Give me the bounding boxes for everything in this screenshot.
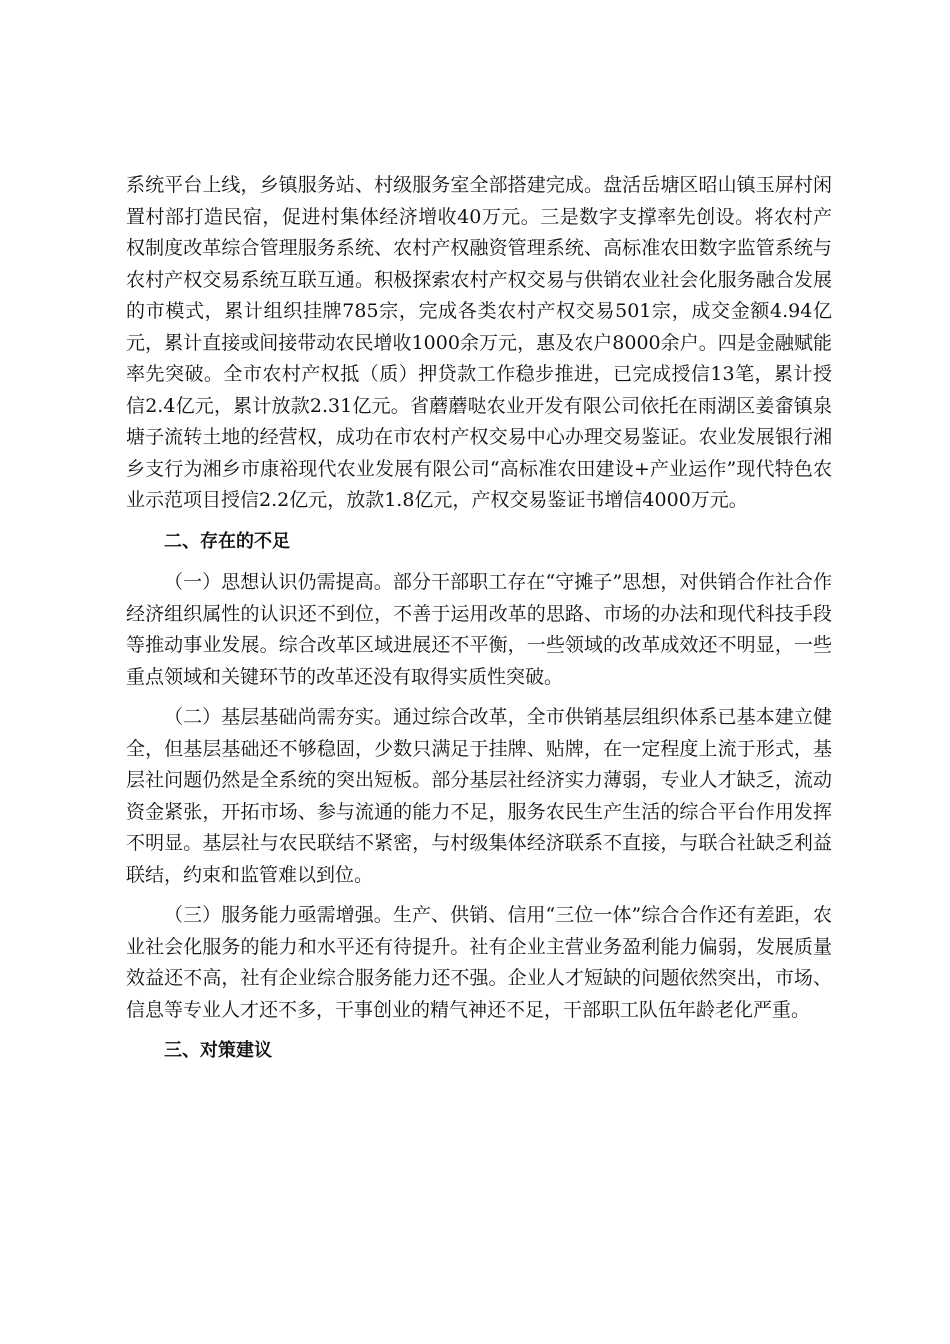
paragraph-continuation: 系统平台上线，乡镇服务站、村级服务室全部搭建完成。盘活岳塘区昭山镇玉屏村闲置村部打造民宿，促进村集体经济增收40万元。三是数字支撑率先创设。将农村产权制度改革综合管理服务系统、农村产权融资管理系统、高标准农田数字监管系统与农村产权交易系统互联互通。积极探索农村产权交易与供销农业社会化服务融合发展的市模式，累计组织挂牌785宗，完成各类农村产权交易501宗，成交金额4.94亿元，累计直接或间接带动农民增收1000余万元，惠及农户8000余户。四是金融赋能率先突破。全市农村产权抵（质）押贷款工作稳步推进，已完成授信13笔，累计授信2.4亿元，累计放款2.31亿元。省蘑蘑哒农业开发有限公司依托在雨湖区姜畲镇泉塘子流转土地的经营权，成功在市农村产权交易中心办理交易鉴证。农业发展银行湘乡支行为湘乡市康裕现代农业发展有限公司“高标准农田建设+产业运作”现代特色农业示范项目授信2.2亿元，放款1.8亿元，产权交易鉴证书增信4000万元。 [126, 174, 832, 511]
section-heading-shortcomings: 二、存在的不足 [164, 530, 290, 552]
section-heading-suggestions: 三、对策建议 [164, 1040, 272, 1061]
paragraph-service-capacity: （三）服务能力亟需增强。生产、供销、信用“三位一体”综合合作还有差距，农业社会化服务的能力和水平还有待提升。社有企业主营业务盈利能力偏弱，发展质量效益还不高，社有企业综合服务能力还不强。企业人才短缺的问题依然突出，市场、信息等专业人才还不多，干事创业的精气神还不足，干部职工队伍年龄老化严重。 [126, 904, 832, 1021]
paragraph-ideology: （一）思想认识仍需提高。部分干部职工存在“守摊子”思想，对供销合作社合作经济组织属性的认识还不到位，不善于运用改革的思路、市场的办法和现代科技手段等推动事业发展。综合改革区域进展还不平衡，一些领域的改革成效还不明显，一些重点领域和关键环节的改革还没有取得实质性突破。 [126, 571, 832, 688]
document-body [126, 170, 832, 1077]
paragraph-grassroots: （二）基层基础尚需夯实。通过综合改革，全市供销基层组织体系已基本建立健全，但基层基础还不够稳固，少数只满足于挂牌、贴牌，在一定程度上流于形式，基层社问题仍然是全系统的突出短板。部分基层社经济实力薄弱，专业人才缺乏，流动资金紧张，开拓市场、参与流通的能力不足，服务农民生产生活的综合平台作用发挥不明显。基层社与农民联结不紧密，与村级集体经济联系不直接，与联合社缺乏利益联结，约束和监管难以到位。 [126, 706, 832, 886]
